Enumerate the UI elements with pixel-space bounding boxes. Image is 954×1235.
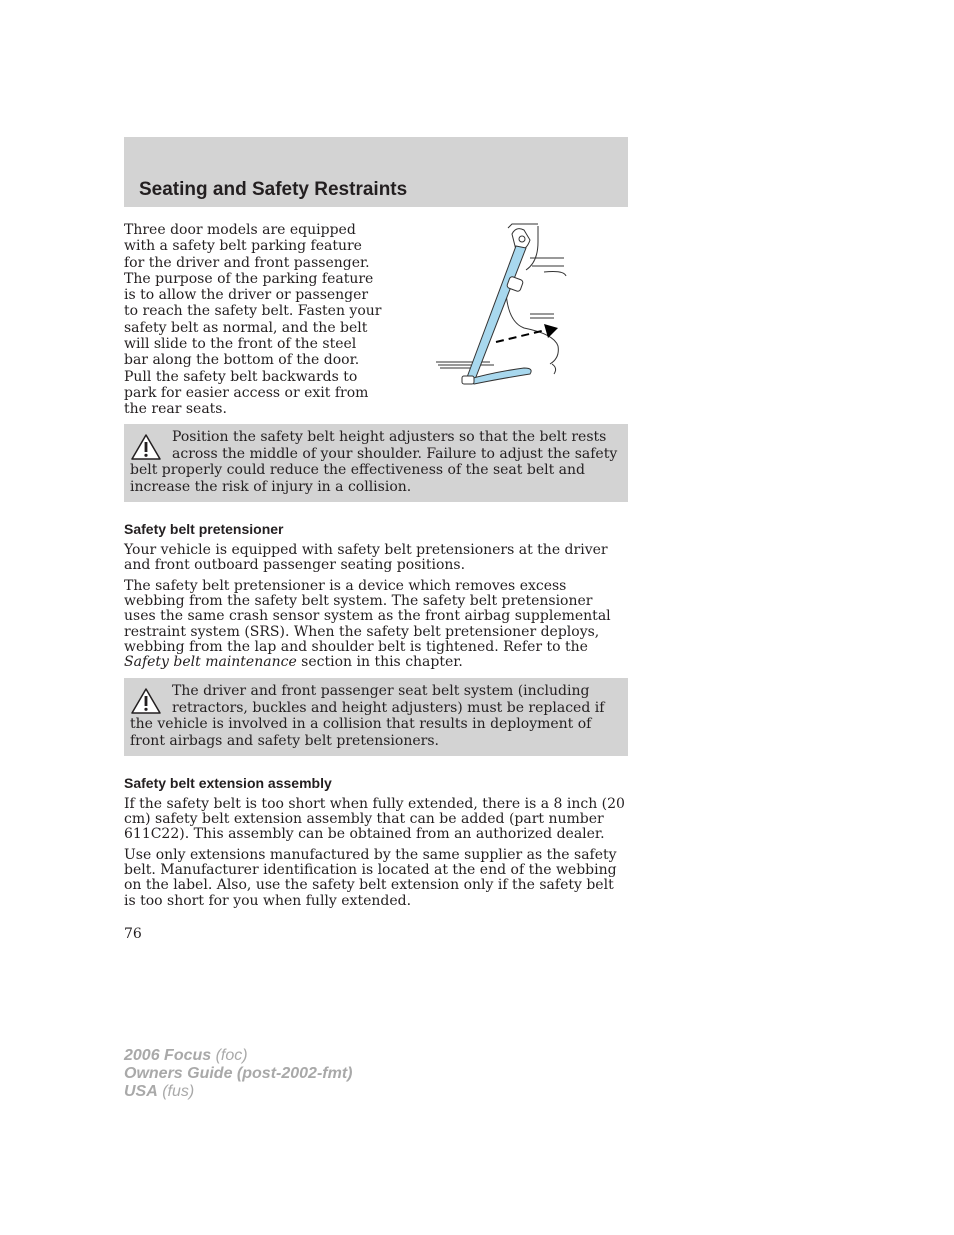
extension-paragraph-2: Use only extensions manufactured by the same supplier as the safety belt. Manufacturer identification is located at the end of the webbing on the label. Also, use the safety belt extension only if the safety belt is too short for you when fully extended.	[124, 847, 617, 909]
warning-text: Position the safety belt height adjusters so that the belt rests across the middle of your shoulder. Failure to adjust the safety belt properly could reduce the effectiveness of the seat belt and increase the risk of injury in a collision.	[130, 429, 618, 495]
warning-box-height-adjusters	[124, 424, 628, 502]
section-heading-extension: Safety belt extension assembly	[124, 775, 332, 791]
warning-box-replacement	[124, 678, 628, 756]
warning-triangle-icon	[130, 687, 162, 715]
section-heading-pretensioner: Safety belt pretensioner	[124, 521, 284, 537]
pretensioner-paragraph-2: The safety belt pretensioner is a device which removes excess webbing from the safety belt system. The safety belt pretensioner uses the same crash sensor system as the front airbag supplemental restraint system (SRS). When the safety belt pretensioner deploys, webbing from the lap and shoulder belt is tightened. Refer to the Safety belt maintenance section in this chapter.	[124, 578, 611, 671]
warning-text: The driver and front passenger seat belt system (including retractors, buckles and height adjusters) must be replaced if the vehicle is involved in a collision that results in deployment of front airbags and safety belt pretensioners.	[130, 683, 605, 749]
footer-line-guide: Owners Guide (post-2002-fmt)	[124, 1065, 353, 1082]
cross-reference: Safety belt maintenance	[124, 654, 297, 671]
footer-line-region: USA (fus)	[124, 1083, 195, 1100]
warning-triangle-icon	[130, 433, 162, 461]
document-footer	[124, 1047, 352, 1101]
seat-belt-parking-illustration	[434, 222, 568, 390]
pretensioner-paragraph-1: Your vehicle is equipped with safety belt pretensioners at the driver and front outboard passenger seating positions.	[124, 542, 608, 574]
extension-paragraph-1: If the safety belt is too short when fully extended, there is a 8 inch (20 cm) safety belt extension assembly that can be added (part number 611C22). This assembly can be obtained from an authorized dealer.	[124, 796, 625, 843]
intro-paragraph: Three door models are equipped with a safety belt parking feature for the driver and front passenger. The purpose of the parking feature is to allow the driver or passenger to reach the safety belt. Fasten your safety belt as normal, and the belt will slide to the front of the steel bar along the bottom of the door. Pull the safety belt backwards to park for easier access or exit from the rear seats.	[124, 222, 382, 418]
page-title: Seating and Safety Restraints	[139, 179, 408, 200]
section-header-band	[124, 137, 628, 207]
footer-line-model: 2006 Focus (foc)	[124, 1047, 248, 1064]
page-number: 76	[124, 926, 142, 942]
